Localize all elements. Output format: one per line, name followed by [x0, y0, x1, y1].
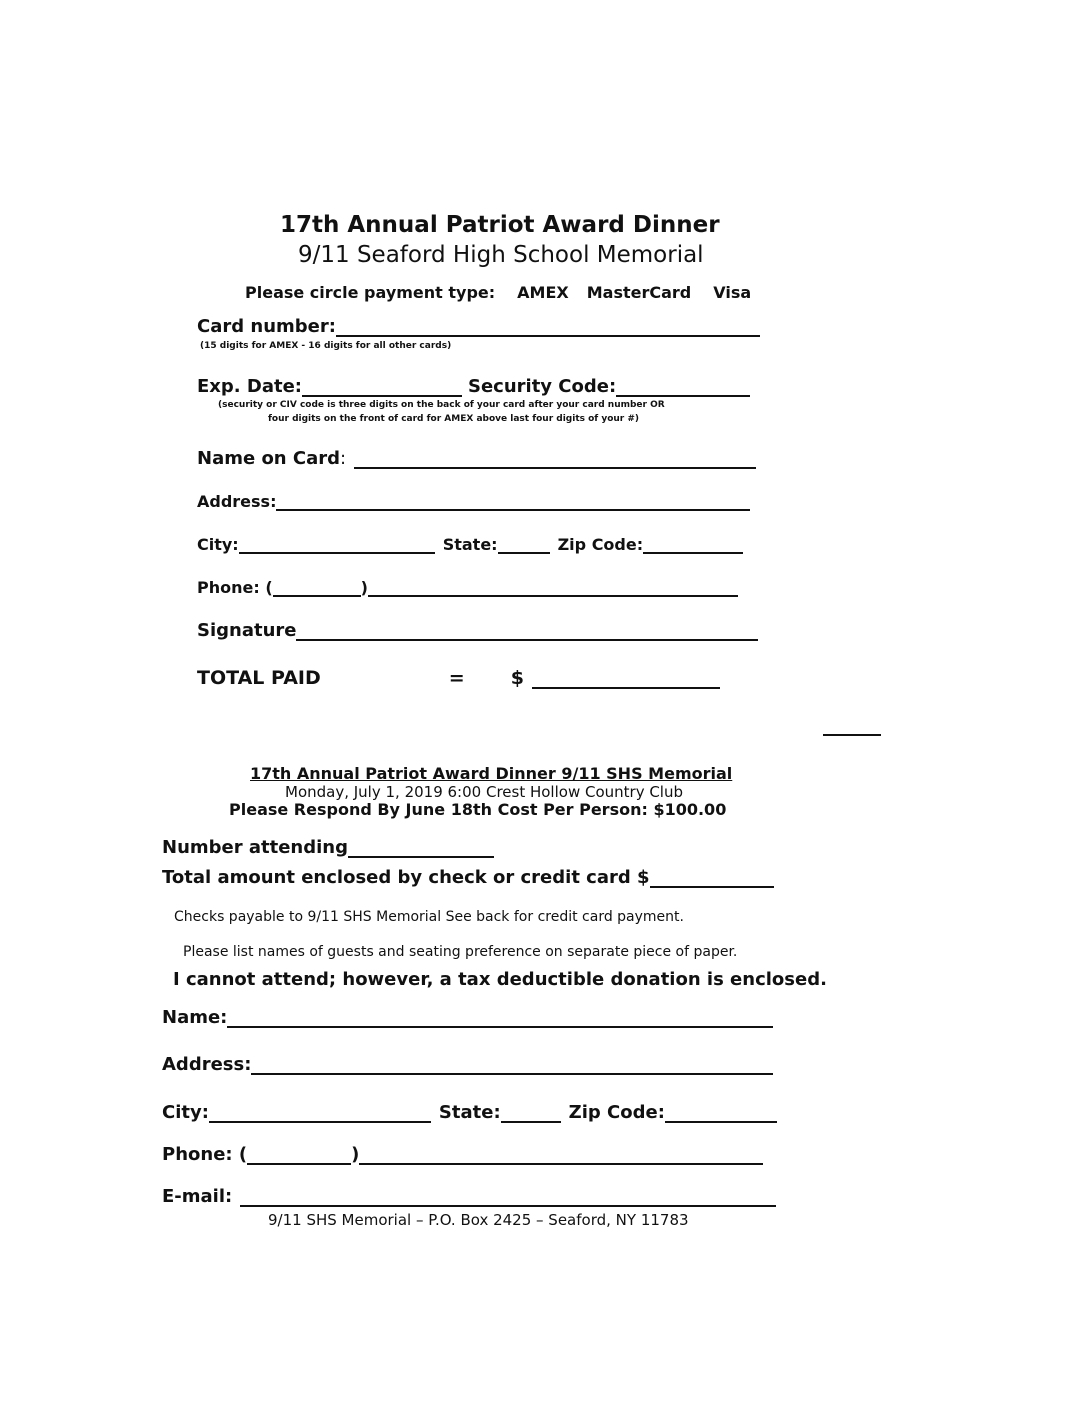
payment-type-amex[interactable]: AMEX — [517, 283, 569, 302]
exp-date-label: Exp. Date: — [197, 376, 302, 397]
number-attending-label: Number attending — [162, 837, 349, 858]
phone-number-field[interactable] — [368, 595, 738, 597]
phone-row — [197, 578, 738, 597]
payment-prompt: Please circle payment type: — [245, 283, 496, 302]
rsvp-address-field[interactable] — [251, 1073, 773, 1075]
payment-type-mastercard[interactable]: MasterCard — [586, 283, 692, 302]
address-label: Address: — [197, 492, 277, 511]
payment-type-row — [245, 283, 751, 302]
name-on-card-label: Name on Card — [197, 448, 341, 469]
signature-label: Signature — [197, 620, 297, 641]
exp-security-row — [197, 376, 750, 397]
exp-date-field[interactable] — [302, 395, 462, 397]
total-paid-equals: = — [448, 667, 465, 689]
signature-row — [197, 620, 758, 641]
number-attending-row — [162, 837, 494, 858]
signature-field[interactable] — [296, 639, 758, 641]
checks-note: Checks payable to 9/11 SHS Memorial See back for credit card payment. — [174, 909, 684, 925]
rsvp-phone-row — [162, 1144, 763, 1165]
card-number-field[interactable] — [336, 335, 760, 337]
total-paid-label: TOTAL PAID — [197, 667, 321, 689]
rsvp-zip-field[interactable] — [665, 1121, 777, 1123]
rsvp-email-row — [162, 1186, 776, 1207]
total-paid-field[interactable] — [532, 687, 720, 689]
payment-type-visa[interactable]: Visa — [713, 283, 752, 302]
total-enclosed-row — [162, 867, 774, 888]
rsvp-respond-line: Please Respond By June 18th Cost Per Person: $100.00 — [229, 800, 727, 819]
name-on-card-field[interactable] — [354, 467, 756, 469]
number-attending-field[interactable] — [348, 856, 494, 858]
form-title: 17th Annual Patriot Award Dinner — [280, 212, 720, 238]
total-enclosed-label: Total amount enclosed by check or credit card $ — [162, 867, 650, 888]
rsvp-address-label: Address: — [162, 1054, 252, 1075]
rsvp-name-label: Name: — [162, 1007, 228, 1028]
state-label: State: — [442, 535, 498, 554]
rsvp-email-label: E-mail: — [162, 1186, 233, 1207]
name-on-card-colon: : — [340, 448, 347, 469]
rsvp-phone-close-paren: ) — [351, 1144, 360, 1165]
phone-close-paren: ) — [360, 578, 368, 597]
address-field[interactable] — [276, 509, 750, 511]
rsvp-state-label: State: — [438, 1102, 501, 1123]
city-field[interactable] — [239, 552, 435, 554]
rsvp-address-row — [162, 1054, 773, 1075]
phone-label: Phone: ( — [197, 578, 273, 597]
zip-field[interactable] — [643, 552, 743, 554]
state-field[interactable] — [498, 552, 550, 554]
rsvp-phone-label: Phone: ( — [162, 1144, 248, 1165]
total-paid-row — [197, 667, 720, 689]
total-paid-dollar: $ — [510, 667, 524, 689]
rsvp-city-state-zip-row — [162, 1102, 777, 1123]
footer-address: 9/11 SHS Memorial – P.O. Box 2425 – Seaford, NY 11783 — [268, 1211, 689, 1229]
card-number-row — [197, 316, 760, 337]
card-number-label: Card number: — [197, 316, 336, 337]
card-number-note: (15 digits for AMEX - 16 digits for all other cards) — [200, 341, 452, 351]
rsvp-phone-area-code-field[interactable] — [247, 1163, 351, 1165]
rsvp-email-field[interactable] — [240, 1205, 776, 1207]
city-state-zip-row — [197, 535, 743, 554]
rsvp-phone-number-field[interactable] — [359, 1163, 763, 1165]
name-on-card-row — [197, 448, 756, 469]
donation-note: I cannot attend; however, a tax deductible donation is enclosed. — [173, 969, 827, 990]
city-label: City: — [197, 535, 239, 554]
rsvp-zip-label: Zip Code: — [568, 1102, 665, 1123]
security-note-1: (security or CIV code is three digits on the back of your card after your card number OR — [218, 400, 665, 410]
separator-dash — [823, 734, 881, 736]
rsvp-city-field[interactable] — [209, 1121, 431, 1123]
rsvp-name-field[interactable] — [227, 1026, 773, 1028]
security-code-field[interactable] — [616, 395, 750, 397]
rsvp-event-line: Monday, July 1, 2019 6:00 Crest Hollow Country Club — [285, 783, 684, 801]
security-note-2: four digits on the front of card for AMEX above last four digits of your #) — [268, 414, 640, 424]
total-enclosed-field[interactable] — [650, 886, 774, 888]
rsvp-name-row — [162, 1007, 773, 1028]
security-code-label: Security Code: — [468, 376, 617, 397]
zip-label: Zip Code: — [557, 535, 644, 554]
rsvp-state-field[interactable] — [501, 1121, 561, 1123]
rsvp-city-label: City: — [162, 1102, 209, 1123]
form-subtitle: 9/11 Seaford High School Memorial — [298, 242, 704, 268]
rsvp-title: 17th Annual Patriot Award Dinner 9/11 SHS Memorial — [250, 764, 733, 783]
guests-note: Please list names of guests and seating preference on separate piece of paper. — [183, 944, 738, 960]
address-row — [197, 492, 750, 511]
phone-area-code-field[interactable] — [273, 595, 361, 597]
